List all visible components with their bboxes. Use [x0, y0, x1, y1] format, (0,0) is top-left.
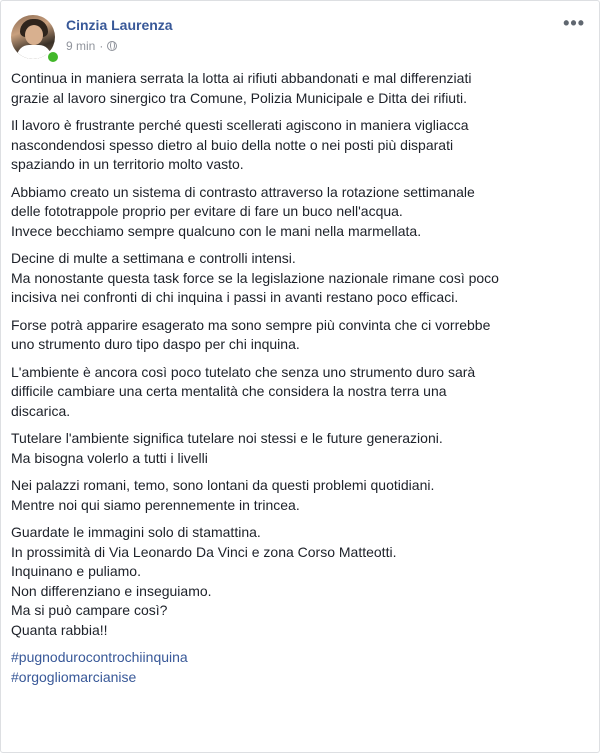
post-text-line: delle fototrappole proprio per evitare di fare un buco nell'acqua.: [11, 203, 403, 219]
post-paragraph: [11, 116, 589, 175]
post-text-line: incisiva nei confronti di chi inquina i passi in avanti restano poco efficaci.: [11, 289, 459, 305]
post-text-line: uno strumento duro tipo daspo per chi inquina.: [11, 336, 300, 352]
post-text-line: Mentre noi qui siamo perennemente in trincea.: [11, 496, 300, 513]
post-text-line: Nei palazzi romani, temo, sono lontani da questi problemi quotidiani.: [11, 477, 435, 493]
online-status-icon: [46, 50, 60, 64]
post-paragraph: [11, 429, 589, 468]
post-paragraph: [11, 69, 589, 108]
post-text-line: discarica.: [11, 402, 71, 419]
post-text-line: Tutelare l'ambiente significa tutelare noi stessi e le future generazioni.: [11, 430, 443, 446]
meta-separator: ·: [99, 39, 104, 53]
post-header: [11, 13, 589, 63]
post-text-line: Guardate le immagini solo di stamattina.: [11, 524, 261, 540]
post-text-line: Quanta rabbia!!: [11, 621, 108, 638]
post-meta: [66, 39, 117, 53]
post-text-line: Invece becchiamo sempre qualcuno con le mani nella marmellata.: [11, 222, 422, 239]
post-paragraph: [11, 363, 589, 422]
post-paragraph: [11, 316, 589, 355]
post-time[interactable]: 9 min: [66, 39, 96, 53]
post-text-line: Ma nonostante questa task force se la legislazione nazionale rimane così poco: [11, 269, 499, 286]
hashtag-list: [11, 648, 589, 687]
post-text-line: Decine di multe a settimana e controlli intensi.: [11, 250, 296, 266]
post-text-line: L'ambiente è ancora così poco tutelato che senza uno strumento duro sarà: [11, 363, 476, 380]
post-text-line: spaziando in un territorio molto vasto.: [11, 156, 244, 172]
post-text-line: Forse potrà apparire esagerato ma sono sempre più convinta che ci vorrebbe: [11, 316, 491, 333]
post-text-line: Continua in maniera serrata la lotta ai rifiuti abbandonati e mal differenziati: [11, 70, 472, 86]
more-options-icon[interactable]: •••: [563, 13, 585, 33]
avatar-face: [25, 25, 43, 45]
post-text-line: Ma si può campare così?: [11, 602, 168, 618]
post-paragraph: [11, 183, 589, 242]
author-name[interactable]: Cinzia Laurenza: [66, 17, 173, 33]
post-text-line: grazie al lavoro sinergico tra Comune, Polizia Municipale e Ditta dei rifiuti.: [11, 89, 467, 106]
post-paragraph: [11, 249, 589, 308]
post-paragraph: [11, 523, 589, 640]
post-text-line: Non differenziano e inseguiamo.: [11, 582, 212, 599]
post-paragraph: [11, 476, 589, 515]
post-text-line: Ma bisogna volerlo a tutti i livelli: [11, 449, 208, 466]
post-text-line: difficile cambiare una certa mentalità che considera la nostra terra una: [11, 383, 447, 399]
globe-icon[interactable]: [107, 41, 117, 51]
hashtag-link[interactable]: #orgogliomarcianise: [11, 668, 137, 685]
post-text-line: nascondendosi spesso dietro al buio della notte o nei posti più disparati: [11, 136, 454, 153]
post-text-line: Abbiamo creato un sistema di contrasto attraverso la rotazione settimanale: [11, 183, 475, 200]
post-body: [11, 69, 589, 687]
post-text-line: In prossimità di Via Leonardo Da Vinci e zona Corso Matteotti.: [11, 543, 397, 560]
hashtag-link[interactable]: #pugnodurocontrochiinquina: [11, 649, 188, 665]
post-text-line: Il lavoro è frustrante perché questi scellerati agiscono in maniera vigliacca: [11, 117, 469, 133]
post-text-line: Inquinano e puliamo.: [11, 563, 141, 579]
